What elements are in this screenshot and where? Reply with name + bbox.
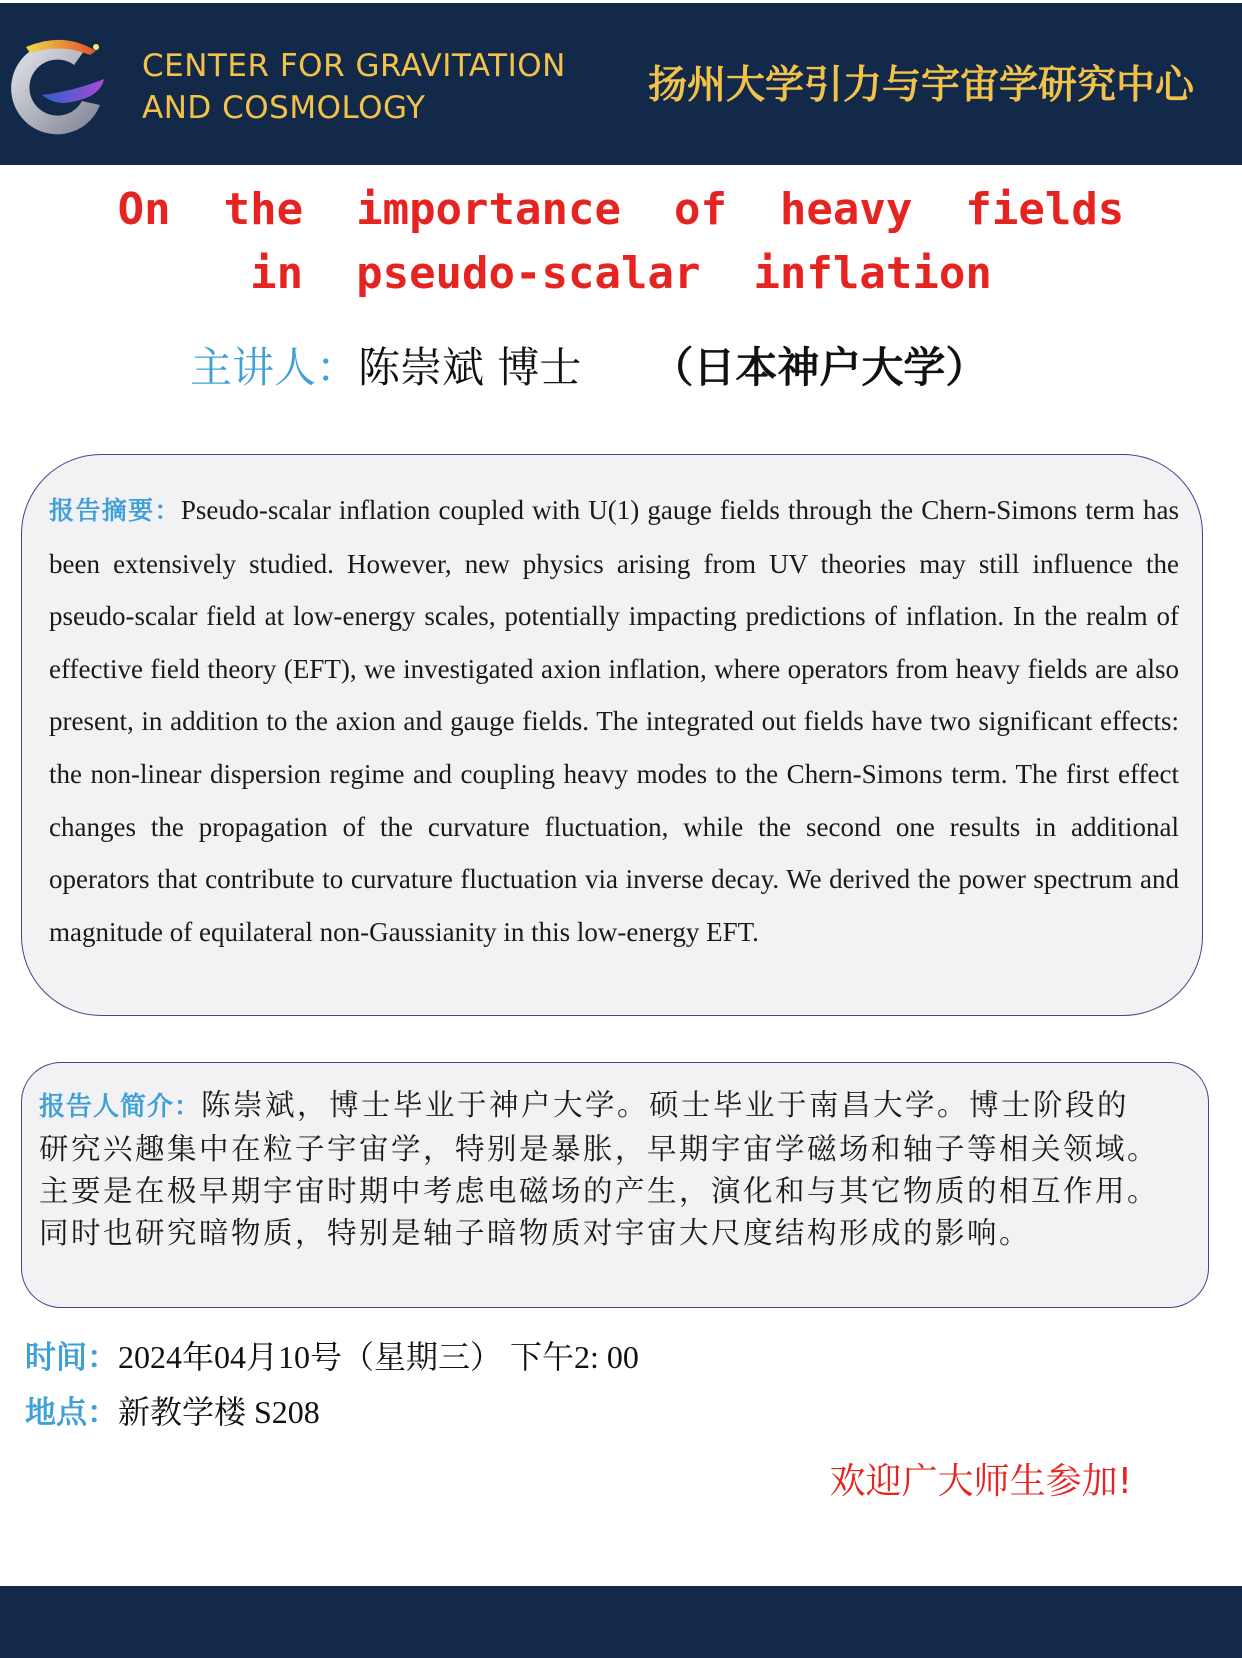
org-name-cn: 扬州大学引力与宇宙学研究中心 bbox=[648, 62, 1195, 108]
time-line bbox=[25, 1334, 925, 1381]
org-name-en-line2: AND COSMOLOGY bbox=[142, 90, 426, 126]
speaker-name: 陈崇斌 博士 bbox=[358, 343, 582, 392]
footer-bar bbox=[0, 1586, 1242, 1658]
talk-title bbox=[0, 178, 1242, 306]
time-value: 2024年04月10号（星期三） 下午2: 00 bbox=[118, 1339, 639, 1375]
talk-title-line2: in pseudo-scalar inflation bbox=[250, 248, 992, 299]
org-name-en-line1: CENTER FOR GRAVITATION bbox=[142, 48, 566, 84]
bio-label: 报告人简介： bbox=[39, 1092, 202, 1122]
header-banner bbox=[0, 3, 1242, 165]
speaker-label: 主讲人： bbox=[190, 343, 359, 392]
place-line bbox=[25, 1389, 925, 1436]
place-value: 新教学楼 S208 bbox=[118, 1394, 320, 1430]
time-label: 时间： bbox=[25, 1340, 118, 1376]
speaker-bio bbox=[39, 1084, 1159, 1254]
gravitation-orbit-logo bbox=[4, 29, 112, 141]
welcome-message: 欢迎广大师生参加! bbox=[829, 1461, 1132, 1502]
abstract bbox=[49, 484, 1179, 958]
abstract-text: Pseudo-scalar inflation coupled with U(1) gauge fields through the Chern-Simons term has been extensively studied. However, new physics arising from UV theories may still influence the pseudo-scalar field at low-energy scales, potentially impacting predictions of inflation. In the realm of effective field theory (EFT), we investigated axion inflation, where operators from heavy fields are also present, in addition to the axion and gauge fields. The integrated out fields have two significant effects: the non-linear dispersion regime and coupling heavy modes to the Chern-Simons term. The first effect changes the propagation of the curvature fluctuation, while the second one results in additional operators that contribute to curvature fluctuation via inverse decay. We derived the power spectrum and magnitude of equilateral non-Gaussianity in this low-energy EFT. bbox=[49, 495, 1179, 947]
talk-title-line1: On the importance of heavy fields bbox=[117, 184, 1125, 235]
speaker-affiliation: （日本神户大学） bbox=[651, 343, 988, 392]
place-label: 地点： bbox=[25, 1395, 118, 1431]
bio-text: 陈崇斌，博士毕业于神户大学。硕士毕业于南昌大学。博士阶段的研究兴趣集中在粒子宇宙学，特别是暴胀，早期宇宙学磁场和轴子等相关领域。主要是在极早期宇宙时期中考虑电磁场的产生，演化和与其它物质的相互作用。同时也研究暗物质，特别是轴子暗物质对宇宙大尺度结构形成的影响。 bbox=[39, 1088, 1160, 1250]
org-name-en bbox=[142, 45, 622, 129]
speaker-line bbox=[190, 337, 987, 399]
abstract-label: 报告摘要： bbox=[49, 496, 181, 525]
